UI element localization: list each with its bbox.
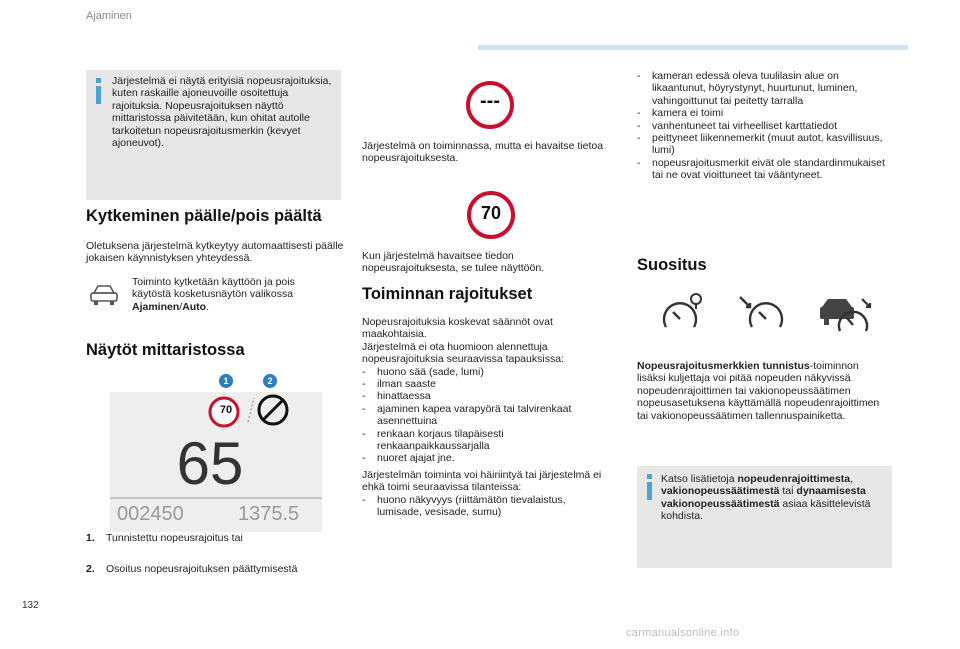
adaptive-cruise-control-icon [818, 293, 872, 335]
sign-limit-value: 70 [480, 203, 502, 223]
para-country: Nopeusrajoituksia koskevat säännöt ovat maakohtaisia. [362, 316, 553, 341]
header-bar [478, 45, 908, 50]
para-recommendation: Nopeusrajoitusmerkkien tunnistus-toiminnon lisäksi kuljettaja voi pitää nopeuden näkyvissä nopeudenrajoittimen tai vakionopeussäätimen nopeusasetuksena käyttämällä nopeudenrajoittimen tai vakionopeussäätimen tallennuspainiketta. [637, 360, 880, 422]
touch-menu-text: Toiminto kytketään käyttöön ja pois käytöstä kosketusnäytön valikossa Ajaminen/Auto. [132, 276, 295, 313]
menu-auto: Auto [182, 300, 207, 313]
para-limit-shown: Kun järjestelmä havaitsee tiedon nopeusrajoituksesta, se tulee näyttöön. [362, 250, 545, 275]
list-item: - ilman saaste [362, 378, 610, 390]
list-item: - kamera ei toimi [637, 107, 887, 119]
ref-adaptive-cruise: dynaamisesta vakionopeussäätimestä [661, 485, 866, 510]
list-item: - huono näkyvyys (riittämätön tievalaistus, lumisade, vesisade, sumu) [362, 494, 610, 519]
list-item: - vanhentuneet tai virheelliset karttatiedot [637, 120, 887, 132]
cluster-speed: 65 [176, 430, 244, 497]
list-item: - peittyneet liikennemerkit (muut autot, kasvillisuus, lumi) [637, 132, 887, 157]
list-item: - huono sää (sade, lumi) [362, 366, 610, 378]
cluster-odometer: 002450 [117, 503, 184, 525]
menu-ajaminen: Ajaminen [132, 300, 180, 313]
legend-item: 1. Tunnistettu nopeusrajoitus tai [86, 532, 243, 544]
list-item: - hinattaessa [362, 390, 610, 402]
ref-speed-limiter: nopeudenrajoittimesta [737, 473, 851, 485]
para-default-on: Oletuksena järjestelmä kytkeytyy automaattisesti päälle jokaisen käynnistyksen yhteydessä. [86, 240, 344, 265]
legend-item: 2. Osoitus nopeusrajoituksen päättymisestä [86, 563, 298, 575]
limitations-body [362, 316, 610, 519]
watermark: carmanualsonline.info [626, 627, 740, 639]
touchscreen-car-icon [88, 283, 120, 307]
info-note [86, 70, 341, 200]
cluster-limit-value: 70 [219, 404, 233, 416]
reduced-list [362, 366, 610, 465]
disturbed-list-continued [637, 70, 887, 182]
heading-limitations: Toiminnan rajoitukset [362, 285, 533, 303]
disturbed-list [362, 494, 610, 519]
info-note-text: Järjestelmä ei näytä erityisiä nopeusrajoituksia, kuten raskaille ajoneuvoille osoitettuja rajoituksia. Nopeusrajoituksen näyttö mittaristossa päivitetään, kun ohitat autolle tarkoitetun nopeusrajoitusmerkin (kevyet ajoneuvot). [112, 75, 332, 150]
section-header: Ajaminen [86, 10, 132, 22]
callout-1: 1 [219, 374, 233, 388]
reference-text: Katso lisätietoja nopeudenrajoittimesta, vakionopeussäätimestä tai dynaamisesta vakionopeussäätimestä asiaa käsittelevistä kohdista. [661, 473, 871, 523]
para-reduced: Järjestelmä ei ota huomioon alennettuja nopeusrajoituksia seuraavissa tapauksissa: [362, 340, 564, 366]
list-item: - nopeusrajoitusmerkit eivät ole standardinmukaiset tai ne ovat vioittuneet tai vääntyneet. [637, 157, 887, 182]
heading-on-off: Kytkeminen päälle/pois päältä [86, 207, 322, 225]
heading-displays: Näytöt mittaristossa [86, 341, 245, 359]
info-icon [643, 474, 657, 500]
page-number: 132 [22, 600, 39, 611]
sign-dashes: --- [480, 90, 500, 112]
feature-name: Nopeusrajoitusmerkkien tunnistus [637, 360, 810, 372]
list-item: - renkaan korjaus tilapäisesti renkaanpaikkaussarjalla [362, 428, 610, 453]
callout-2: 2 [263, 374, 277, 388]
info-note-references [637, 466, 892, 568]
cruise-control-icon [738, 293, 786, 335]
list-item: - kameran edessä oleva tuulilasin alue on likaantunut, höyrystynyt, huurtunut, luminen, vahingoittunut tai peitetty tarralla [637, 70, 887, 107]
ref-cruise-control: vakionopeussäätimestä [661, 485, 780, 498]
speed-limiter-icon [660, 293, 708, 335]
info-icon [92, 78, 106, 104]
list-item: - nuoret ajajat jne. [362, 452, 610, 464]
heading-recommendation: Suositus [637, 256, 707, 274]
cluster-trip: 1375.5 [238, 503, 300, 525]
para-no-info: Järjestelmä on toiminnassa, mutta ei havaitse tietoa nopeusrajoituksesta. [362, 140, 604, 165]
touch-text: Toiminto kytketään käyttöön ja pois käytöstä kosketusnäytön valikossa [132, 276, 295, 301]
list-item: - ajaminen kapea varapyörä tai talvirenkaat asennettuina [362, 403, 610, 428]
para-disturbed: Järjestelmän toiminta voi häiriintyä tai järjestelmä ei ehkä toimi seuraavissa tilanteissa: [362, 468, 602, 494]
